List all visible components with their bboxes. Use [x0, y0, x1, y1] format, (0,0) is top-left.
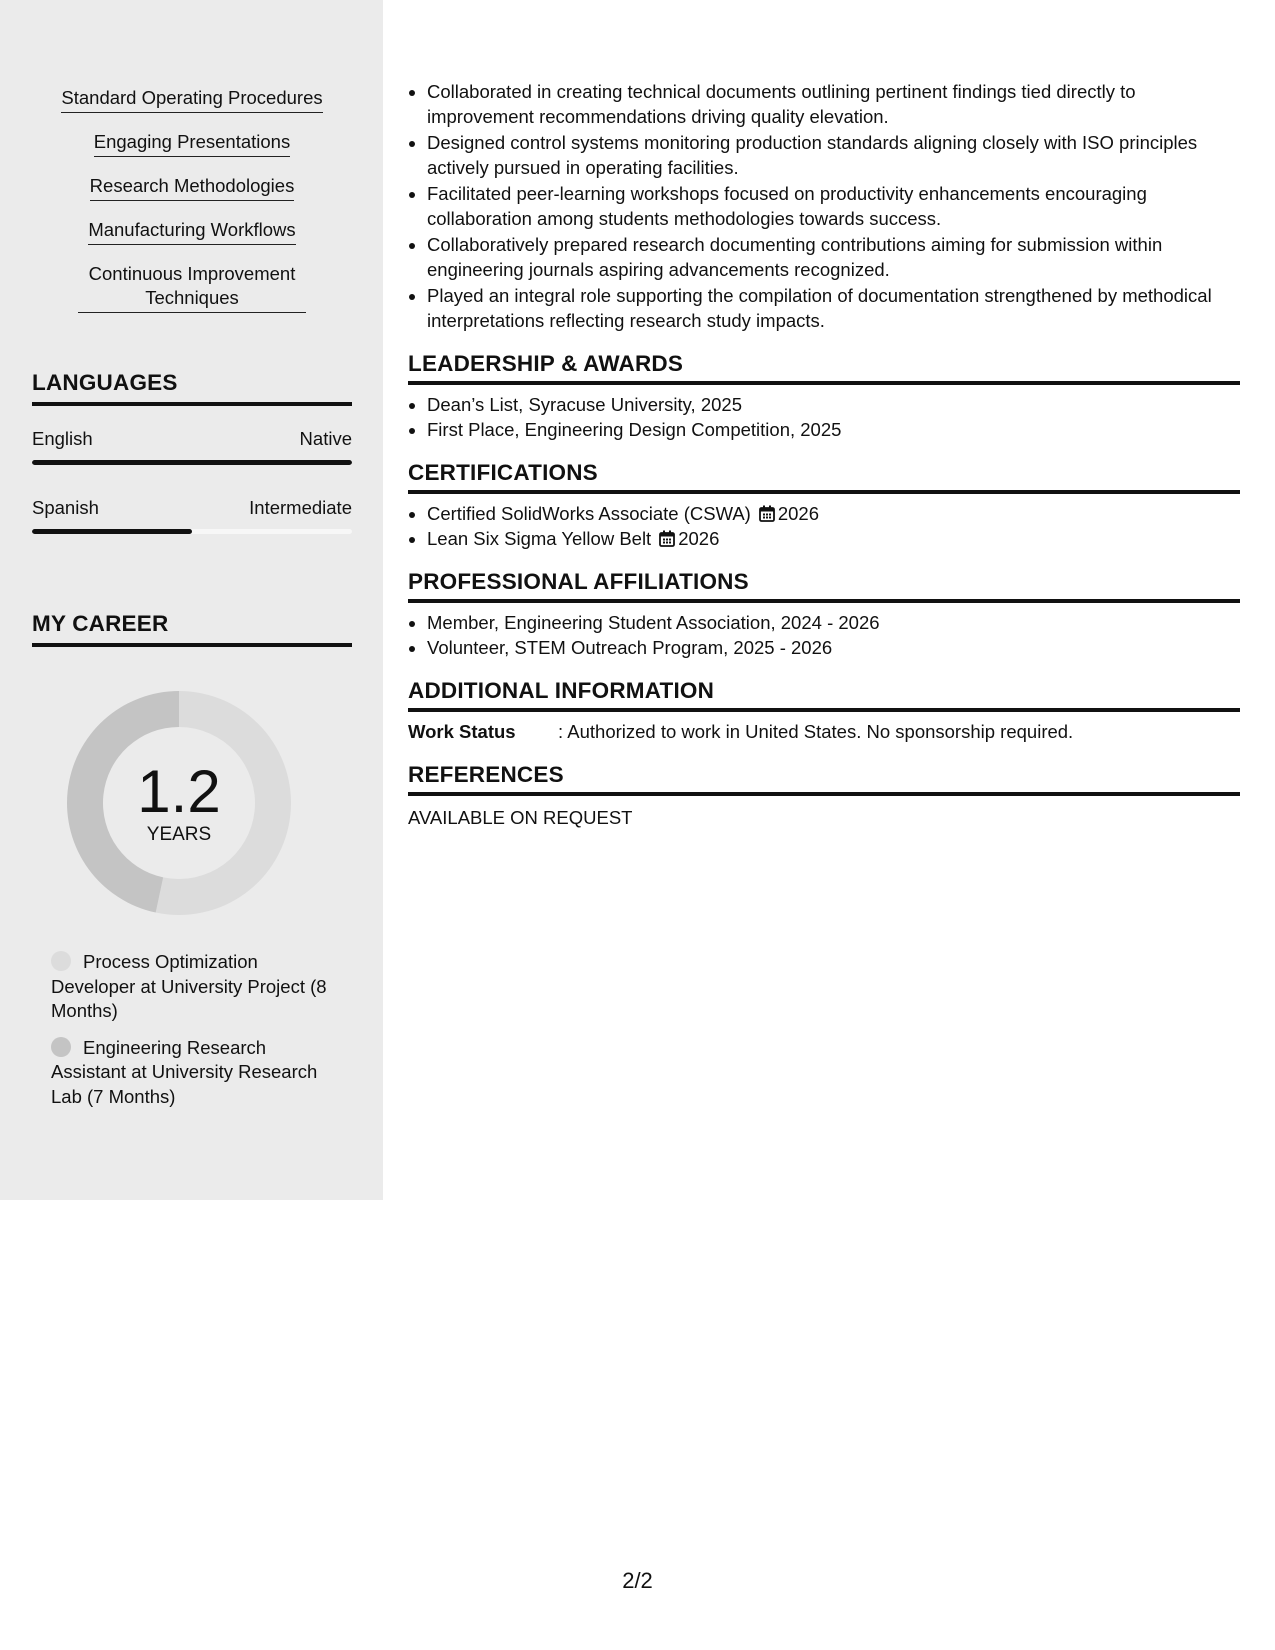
affiliation-item: • Member, Engineering Student Association, 2024 - 2026 [427, 611, 1240, 636]
language-level: Intermediate [249, 497, 352, 518]
leadership-item: • First Place, Engineering Design Competition, 2025 [427, 418, 1240, 443]
language-row [32, 428, 352, 450]
page-number: 2/2 [622, 1568, 653, 1593]
leadership-list [408, 393, 1240, 442]
experience-bullet: • Facilitated peer-learning workshops focused on productivity enhancements encouraging collaboration among students methodologies towards success. [427, 182, 1240, 231]
work-status-label: Work Status [408, 721, 516, 742]
work-status-row [408, 720, 1240, 744]
legend-dot-icon [51, 951, 71, 971]
experience-bullet: • Collaboratively prepared research documenting contributions aiming for submission within engineering journals aspiring advancements recognized. [427, 233, 1240, 282]
certification-year: 2026 [678, 527, 720, 549]
career-legend-item [51, 1036, 331, 1110]
references-text: AVAILABLE ON REQUEST [408, 807, 633, 828]
certification-name: Lean Six Sigma Yellow Belt [427, 527, 652, 549]
career-item-text: Process Optimization Developer at University Project (8 Months) [51, 951, 327, 1021]
certification-item [427, 502, 1240, 527]
certification-name: Certified SolidWorks Associate (CSWA) [427, 503, 751, 524]
skill-item: Continuous Improvement Techniques [78, 262, 306, 313]
work-status-value: : Authorized to work in United States. No sponsorship required. [558, 721, 1074, 742]
career-years-label: YEARS [146, 824, 212, 845]
leadership-heading: LEADERSHIP & AWARDS [408, 351, 1240, 385]
skill-item: Research Methodologies [90, 174, 295, 201]
language-proficiency-bar [32, 529, 352, 534]
experience-bullet: • Collaborated in creating technical documents outlining pertinent findings tied directly to improvement recommendations driving quality elevation. [427, 80, 1240, 129]
additional-info-heading: ADDITIONAL INFORMATION [408, 678, 1240, 712]
legend-dot-icon [51, 1037, 71, 1057]
sidebar [0, 0, 383, 1200]
language-level: Native [299, 428, 352, 449]
calendar-icon [759, 505, 775, 522]
language-proficiency-fill [32, 529, 192, 534]
affiliations-heading: PROFESSIONAL AFFILIATIONS [408, 569, 1240, 603]
affiliations-list [408, 611, 1240, 660]
career-legend-item [51, 950, 331, 1024]
skill-item: Engaging Presentations [94, 130, 290, 157]
career-total-years: 1.2 [137, 758, 221, 825]
references-heading: REFERENCES [408, 762, 1240, 796]
career-heading: MY CAREER [32, 611, 352, 647]
skill-item: Manufacturing Workflows [88, 218, 295, 245]
certifications-list [408, 502, 1240, 551]
certification-year: 2026 [777, 503, 819, 524]
career-legend [51, 950, 331, 1121]
experience-bullet: • Designed control systems monitoring production standards aligning closely with ISO principles actively pursued in operating facilities. [427, 131, 1240, 180]
skill-item: Standard Operating Procedures [61, 86, 322, 113]
languages-heading: LANGUAGES [32, 370, 352, 406]
affiliation-item: • Volunteer, STEM Outreach Program, 2025 - 2026 [427, 636, 1240, 661]
experience-bullets [408, 80, 1240, 333]
career-item-text: Engineering Research Assistant at University Research Lab (7 Months) [51, 1036, 318, 1107]
main-content [408, 80, 1240, 830]
language-row [32, 497, 352, 519]
language-proficiency-bar [32, 460, 352, 465]
leadership-item: • Dean’s List, Syracuse University, 2025 [427, 393, 1240, 418]
skills-list [32, 86, 352, 330]
certifications-heading: CERTIFICATIONS [408, 460, 1240, 494]
language-name: Spanish [32, 497, 99, 518]
language-proficiency-fill [32, 460, 352, 465]
language-name: English [32, 428, 93, 449]
experience-bullet: • Played an integral role supporting the compilation of documentation strengthened by methodical interpretations reflecting research study impacts. [427, 284, 1240, 333]
certification-item [427, 527, 1240, 552]
calendar-icon [659, 530, 675, 547]
